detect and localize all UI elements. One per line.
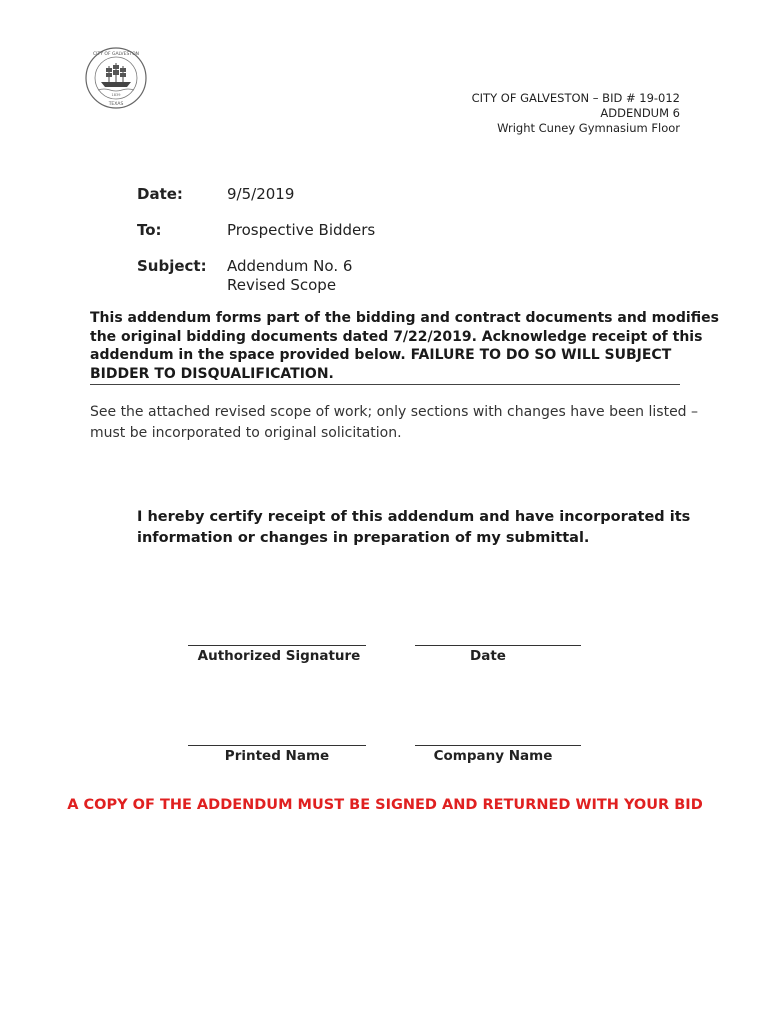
printed-name-line[interactable] xyxy=(188,745,366,746)
subject-value-line2: Revised Scope xyxy=(227,276,337,294)
notice-line-4: BIDDER TO DISQUALIFICATION. xyxy=(90,365,334,382)
authorized-signature-line[interactable] xyxy=(188,645,366,646)
to-value: Prospective Bidders xyxy=(227,221,376,239)
header-addendum-line: ADDENDUM 6 xyxy=(600,106,680,120)
body-paragraph xyxy=(90,402,699,444)
addendum-notice xyxy=(90,309,719,383)
svg-text:TEXAS: TEXAS xyxy=(108,102,124,107)
company-name-line[interactable] xyxy=(415,745,581,746)
notice-line-3: addendum in the space provided below. FAILURE TO DO SO WILL SUBJECT xyxy=(90,347,672,363)
subject-value-line1: Addendum No. 6 xyxy=(227,257,353,275)
header-bid-line: CITY OF GALVESTON – BID # 19-012 xyxy=(471,91,680,105)
document-header xyxy=(320,91,680,136)
notice-divider xyxy=(90,384,680,385)
notice-line-1: This addendum forms part of the bidding and contract documents and modifies xyxy=(90,310,719,326)
company-name-label: Company Name xyxy=(433,748,553,764)
notice-line-2: the original bidding documents dated 7/22/2019. Acknowledge receipt of this xyxy=(90,328,703,345)
body-line-2: must be incorporated to original solicitation. xyxy=(90,425,402,441)
city-seal-logo xyxy=(84,46,148,110)
authorized-signature-label: Authorized Signature xyxy=(197,648,361,664)
svg-text:1839: 1839 xyxy=(111,93,121,97)
date-value: 9/5/2019 xyxy=(227,185,295,203)
return-instructions: A COPY OF THE ADDENDUM MUST BE SIGNED AND RETURNED WITH YOUR BID xyxy=(67,797,703,813)
certification-statement xyxy=(137,507,691,549)
to-label: To: xyxy=(137,221,162,239)
date-label: Date: xyxy=(137,185,183,203)
body-line-1: See the attached revised scope of work; only sections with changes have been listed – xyxy=(90,404,699,420)
date-signature-line[interactable] xyxy=(415,645,581,646)
certify-line-1: I hereby certify receipt of this addendum and have incorporated its xyxy=(137,509,691,525)
printed-name-label: Printed Name xyxy=(224,748,330,764)
header-project-line: Wright Cuney Gymnasium Floor xyxy=(497,121,680,135)
svg-text:CITY OF GALVESTON: CITY OF GALVESTON xyxy=(93,52,139,57)
subject-label: Subject: xyxy=(137,257,207,275)
date-signature-label: Date xyxy=(470,648,506,664)
certify-line-2: information or changes in preparation of my submittal. xyxy=(137,530,590,546)
